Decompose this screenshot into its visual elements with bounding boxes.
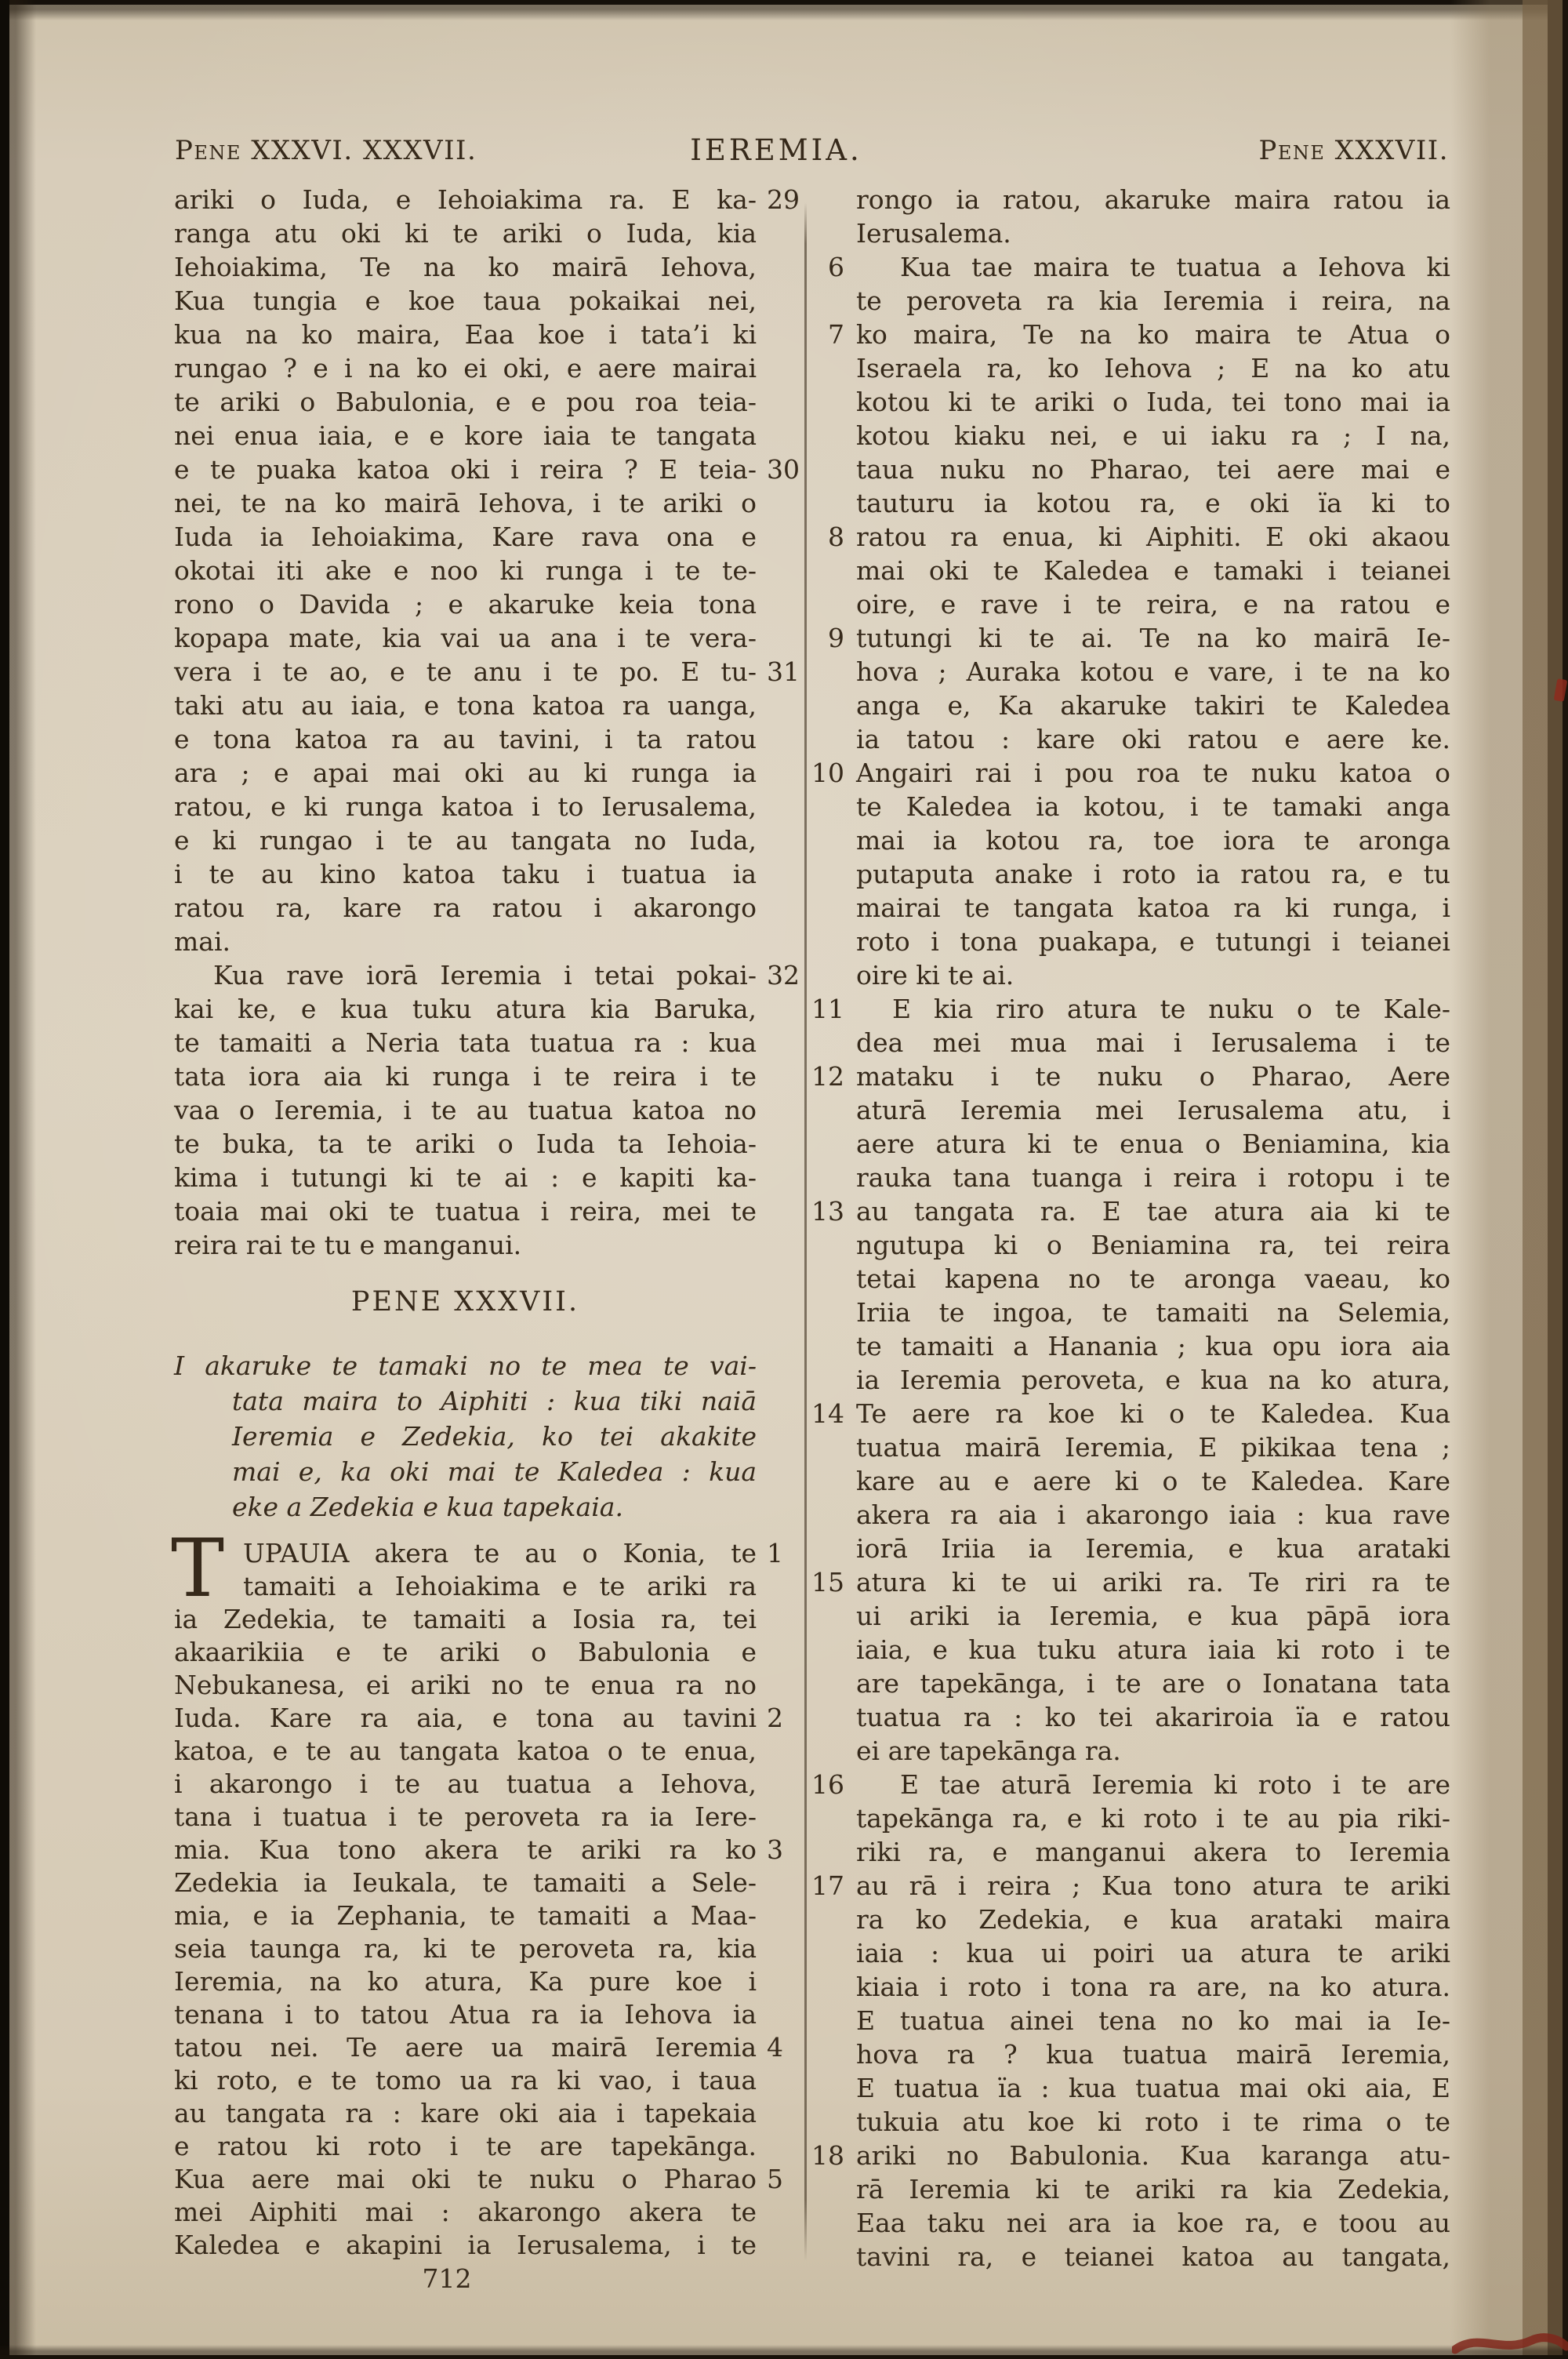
text-line: i akarongo i te au tuatua a Iehova, (174, 1768, 757, 1799)
text-line: Ieremia e Zedekia, ko tei akakite (232, 1421, 757, 1452)
verse-number: 6 (828, 252, 844, 282)
text-line: Kua tungia e koe taua pokaikai nei, (174, 285, 757, 316)
text-line: tauturu ia kotou ra, e oki ïa ki to (856, 488, 1450, 518)
scan-edge-top (0, 0, 1568, 20)
text-line: kua na ko maira, Eaa koe i tata’i ki (174, 319, 757, 350)
text-line: UPAUIA akera te au o Konia, te 1 (243, 1538, 783, 1568)
text-line: roto i tona puakapa, e tutungi i teianei (856, 926, 1450, 957)
text-line: tapekānga ra, e ki roto i te au pia riki- (856, 1803, 1450, 1834)
text-line: e tona katoa ra au tavini, i ta ratou (174, 724, 757, 754)
scan-edge-bottom (0, 2345, 1568, 2359)
verse-number: 8 (828, 522, 844, 552)
text-line: tatou nei. Te aere ua mairā Ieremia 4 (174, 2032, 783, 2063)
text-line: te tamaiti a Neria tata tuatua ra : kua (174, 1027, 757, 1058)
text-line: iaia, e kua tuku atura iaia ki roto i te (856, 1634, 1450, 1665)
text-line: nei, te na ko mairā Iehova, i te ariki o (174, 488, 757, 518)
text-line: ei are tapekānga ra. (856, 1736, 1121, 1766)
text-line: mia. Kua tono akera te ariki ra ko 3 (174, 1834, 783, 1865)
text-line: Iuda ia Iehoiakima, Kare rava ona e (174, 522, 757, 552)
paragraph (811, 1768, 1450, 2274)
text-line: ra ko Zedekia, e kua arataki maira (856, 1904, 1450, 1935)
text-line: rā Ieremia ki te ariki ra kia Zedekia, (856, 2174, 1450, 2205)
scan-edge-left (0, 0, 36, 2359)
text-line: kiaia i roto i tona ra are, na ko atura. (856, 1972, 1450, 2002)
text-line: ki roto, e te tomo ua ra ki vao, i taua (174, 2065, 757, 2095)
text-line: ia Zedekia, te tamaiti a Iosia ra, tei (174, 1604, 757, 1634)
text-line: au tangata ra : kare oki aia i tapekaia (174, 2098, 757, 2128)
right-text-column (811, 183, 1450, 2274)
running-head-right: Pene XXXVII. (1258, 135, 1449, 166)
column-divider-rule (804, 202, 807, 2261)
text-line: Ieremia, na ko atura, Ka pure koe i (174, 1966, 757, 1997)
text-line: Kua rave iorā Ieremia i tetai pokai- 32 (213, 960, 800, 990)
text-line: te Kaledea ia kotou, i te tamaki anga (856, 791, 1450, 822)
text-line: E kia riro atura te nuku o te Kale- 11 (811, 994, 1450, 1024)
verse-number: 9 (828, 623, 844, 653)
text-line: mai ia kotou ra, toe iora te aronga (856, 825, 1450, 856)
text-line: mei Aiphiti mai : akarongo akera te (174, 2197, 757, 2227)
text-line: ia tatou : kare oki ratou e aere ke. (856, 724, 1450, 754)
text-line: akera ra aia i akarongo iaia : kua rave (856, 1499, 1450, 1530)
text-line: kotou ki te ariki o Iuda, tei tono mai ia (856, 387, 1450, 417)
text-line: mai oki te Kaledea e tamaki i teianei (856, 555, 1450, 586)
text-line: te tamaiti a Hanania ; kua opu iora aia (856, 1331, 1450, 1361)
verse-number: 4 (767, 2032, 783, 2063)
text-line: ariki o Iuda, e Iehoiakima ra. E ka- 29 (174, 184, 800, 215)
text-line: te buka, ta te ariki o Iuda ta Iehoia- (174, 1129, 757, 1159)
text-line: E tuatua ainei tena no ko mai ia Ie- (856, 2005, 1450, 2036)
verse-number: 32 (767, 960, 800, 990)
verse-number: 17 (811, 1870, 844, 1901)
text-line: kopapa mate, kia vai ua ana i te vera- (174, 623, 757, 653)
text-line: tana i tuatua i te peroveta ra ia Iere- (174, 1801, 757, 1832)
text-line: au tangata ra. E tae atura aia ki te 13 (811, 1196, 1450, 1227)
text-line: kai ke, e kua tuku atura kia Baruka, (174, 994, 757, 1024)
text-line: rungao ? e i na ko ei oki, e aere mairai (174, 353, 757, 383)
text-line: Iuda. Kare ra aia, e tona au tavini 2 (174, 1703, 783, 1733)
text-line: ratou, e ki runga katoa i to Ierusalema, (174, 791, 757, 822)
red-pencil-mark (1554, 678, 1568, 702)
text-line: Zedekia ia Ieukala, te tamaiti a Sele- (174, 1867, 757, 1898)
verse-number: 5 (767, 2164, 783, 2194)
text-line: Ierusalema. (856, 218, 1011, 249)
text-line: are tapekānga, i te are o Ionatana tata (856, 1668, 1450, 1699)
text-line: vaa o Ieremia, i te au tuatua katoa no (174, 1095, 757, 1125)
text-line: Nebukanesa, ei ariki no te enua ra no (174, 1670, 757, 1700)
text-line: dea mei mua mai i Ierusalema i te (856, 1027, 1450, 1058)
text-line: kare au e aere ki o te Kaledea. Kare (856, 1466, 1450, 1496)
verse-number: 1 (767, 1538, 783, 1568)
verse-number: 16 (811, 1769, 844, 1800)
text-line: e ki rungao i te au tangata no Iuda, (174, 825, 757, 856)
text-line: okotai iti ake e noo ki runga i te te- (174, 555, 757, 586)
scan-edge-right (1450, 0, 1568, 2359)
text-line: tata iora aia ki runga i te reira i te (174, 1061, 757, 1092)
text-line: Iseraela ra, ko Iehova ; E na ko atu (856, 353, 1450, 383)
text-line: rongo ia ratou, akaruke maira ratou ia (856, 184, 1450, 215)
text-line: eke a Zedekia e kua tapekaia. (232, 1492, 623, 1522)
text-line: nei enua iaia, e e kore iaia te tangata (174, 420, 757, 451)
text-line: mia, e ia Zephania, te tamaiti a Maa- (174, 1900, 757, 1931)
verse-number: 14 (811, 1398, 844, 1429)
text-line: ariki no Babulonia. Kua karanga atu- 18 (811, 2140, 1450, 2171)
text-line: tenana i to tatou Atua ra ia Iehova ia (174, 1999, 757, 2030)
text-line: e ratou ki roto i te are tapekānga. (174, 2131, 757, 2161)
text-line: oire, e rave i te reira, e na ratou e (856, 589, 1450, 620)
text-line: atura ki te ui ariki ra. Te riri ra te 15 (811, 1567, 1450, 1598)
text-line: iaia : kua ui poiri ua atura te ariki (856, 1938, 1450, 1968)
text-line: aturā Ieremia mei Ierusalema atu, i (856, 1095, 1450, 1125)
text-line: e te puaka katoa oki i reira ? E teia- 30 (174, 454, 800, 485)
text-line: te peroveta ra kia Ieremia i reira, na (856, 285, 1450, 316)
text-line: ranga atu oki ki te ariki o Iuda, kia (174, 218, 757, 249)
text-line: au rā i reira ; Kua tono atura te ariki 17 (811, 1870, 1450, 1901)
chapter-summary (174, 1348, 757, 1525)
text-line: Kua tae maira te tuatua a Iehova ki 6 (828, 252, 1450, 282)
text-line: i te au kino katoa taku i tuatua ia (174, 859, 757, 889)
verse-number: 18 (811, 2140, 844, 2171)
text-line: rono o Davida ; e akaruke keia tona (174, 589, 757, 620)
text-line: Iriia te ingoa, te tamaiti na Selemia, (856, 1297, 1450, 1328)
text-line: mai e, ka oki mai te Kaledea : kua (232, 1456, 757, 1487)
text-line: taki atu au iaia, e tona katoa ra uanga, (174, 690, 757, 721)
text-line: Angairi rai i pou roa te nuku katoa o 10 (811, 758, 1450, 788)
verse-number: 30 (767, 454, 800, 485)
paragraph (174, 183, 800, 958)
red-pencil-scribble (1452, 2329, 1568, 2359)
text-line: tata maira to Aiphiti : kua tiki naiā (232, 1386, 757, 1416)
text-line: taua nuku no Pharao, tei aere mai e (856, 454, 1450, 485)
text-line: I akaruke te tamaki no te mea te vai- (174, 1350, 757, 1381)
text-line: aere atura ki te enua o Beniamina, kia (856, 1129, 1450, 1159)
text-line: kotou kiaku nei, e ui iaku ra ; I na, (856, 420, 1450, 451)
text-line: kima i tutungi ki te ai : e kapiti ka- (174, 1162, 757, 1193)
text-line: oire ki te ai. (856, 960, 1014, 990)
text-line: Iehoiakima, Te na ko mairā Iehova, (174, 252, 757, 282)
text-line: Te aere ra koe ki o te Kaledea. Kua 14 (811, 1398, 1450, 1429)
text-line: anga e, Ka akaruke takiri te Kaledea (856, 690, 1450, 721)
text-line: putaputa anake i roto ia ratou ra, e tu (856, 859, 1450, 889)
running-head-title: IEREMIA. (690, 133, 862, 167)
text-line: akaarikiia e te ariki o Babulonia e (174, 1637, 757, 1667)
paragraph (856, 183, 1450, 250)
text-line: hova ; Auraka kotou e vare, i te na ko (856, 656, 1450, 687)
text-line: Kaledea e akapini ia Ierusalema, i te (174, 2230, 757, 2260)
text-line: Eaa taku nei ara ia koe ra, e toou au (856, 2208, 1450, 2238)
text-line: tuatua mairā Ieremia, E pikikaa tena ; (856, 1432, 1450, 1463)
left-text-column (171, 183, 800, 2262)
text-line: mataku i te nuku o Pharao, Aere 12 (811, 1061, 1450, 1092)
text-line: mai. (174, 926, 231, 957)
text-line: E tuatua ïa : kua tuatua mai oki aia, E (856, 2073, 1450, 2103)
verse-number: 12 (811, 1061, 844, 1092)
text-line: ia Ieremia peroveta, e kua na ko atura, (856, 1365, 1450, 1395)
verse-number: 7 (828, 319, 844, 350)
verse-number: 13 (811, 1196, 844, 1227)
text-line: ratou ra, kare ra ratou i akarongo (174, 892, 757, 923)
text-line: ngutupa ki o Beniamina ra, tei reira (856, 1230, 1450, 1260)
text-line: seia taunga ra, ki te peroveta ra, kia (174, 1933, 757, 1964)
dropcap-letter: T (171, 1522, 225, 1616)
text-line: riki ra, e manganui akera to Ieremia (856, 1837, 1450, 1867)
verse-number: 11 (811, 994, 844, 1024)
text-line: toaia mai oki te tuatua i reira, mei te (174, 1196, 757, 1227)
text-line: hova ra ? kua tuatua mairā Ieremia, (856, 2039, 1450, 2070)
running-head-left: Pene XXXVI. XXXVII. (175, 135, 477, 166)
text-line: ko maira, Te na ko maira te Atua o 7 (828, 319, 1450, 350)
text-line: Kua aere mai oki te nuku o Pharao 5 (174, 2164, 783, 2194)
chapter-heading: PENE XXXVII. (350, 1286, 580, 1318)
paragraph (811, 250, 1450, 992)
verse-number: 3 (767, 1834, 783, 1865)
text-line: iorā Iriia ia Ieremia, e kua arataki (856, 1533, 1450, 1564)
text-line: mairai te tangata katoa ra ki runga, i (856, 892, 1450, 923)
verse-number: 10 (811, 758, 844, 788)
verse-number: 31 (767, 656, 800, 687)
paragraph (174, 958, 800, 1262)
text-line: ui ariki ia Ieremia, e kua pāpā iora (856, 1601, 1450, 1631)
text-line: tuatua ra : ko tei akariroia ïa e ratou (856, 1702, 1450, 1732)
verse-number: 2 (767, 1703, 783, 1733)
verse-number: 29 (767, 184, 800, 215)
text-line: reira rai te tu e manganui. (174, 1230, 522, 1260)
text-line: tukuia atu koe ki roto i te rima o te (856, 2106, 1450, 2137)
text-line: tetai kapena no te aronga vaeau, ko (856, 1263, 1450, 1294)
text-line: katoa, e te au tangata katoa o te enua, (174, 1736, 757, 1766)
text-line: tamaiti a Iehoiakima e te ariki ra (243, 1571, 757, 1601)
text-line: rauka tana tuanga i reira i rotopu i te (856, 1162, 1450, 1193)
paragraph (811, 992, 1450, 1768)
text-line: te ariki o Babulonia, e e pou roa teia- (174, 387, 757, 417)
text-line: vera i te ao, e te anu i te po. E tu- 31 (174, 656, 800, 687)
text-line: E tae aturā Ieremia ki roto i te are 16 (811, 1769, 1450, 1800)
text-line: tavini ra, e teianei katoa au tangata, (856, 2241, 1450, 2272)
text-line: tutungi ki te ai. Te na ko mairā Ie- 9 (828, 623, 1450, 653)
page-number: 712 (422, 2263, 472, 2294)
verse-number: 15 (811, 1567, 844, 1598)
text-line: ratou ra enua, ki Aiphiti. E oki akaou 8 (828, 522, 1450, 552)
dropcap-paragraph (171, 1522, 783, 2262)
text-line: ara ; e apai mai oki au ki runga ia (174, 758, 757, 788)
